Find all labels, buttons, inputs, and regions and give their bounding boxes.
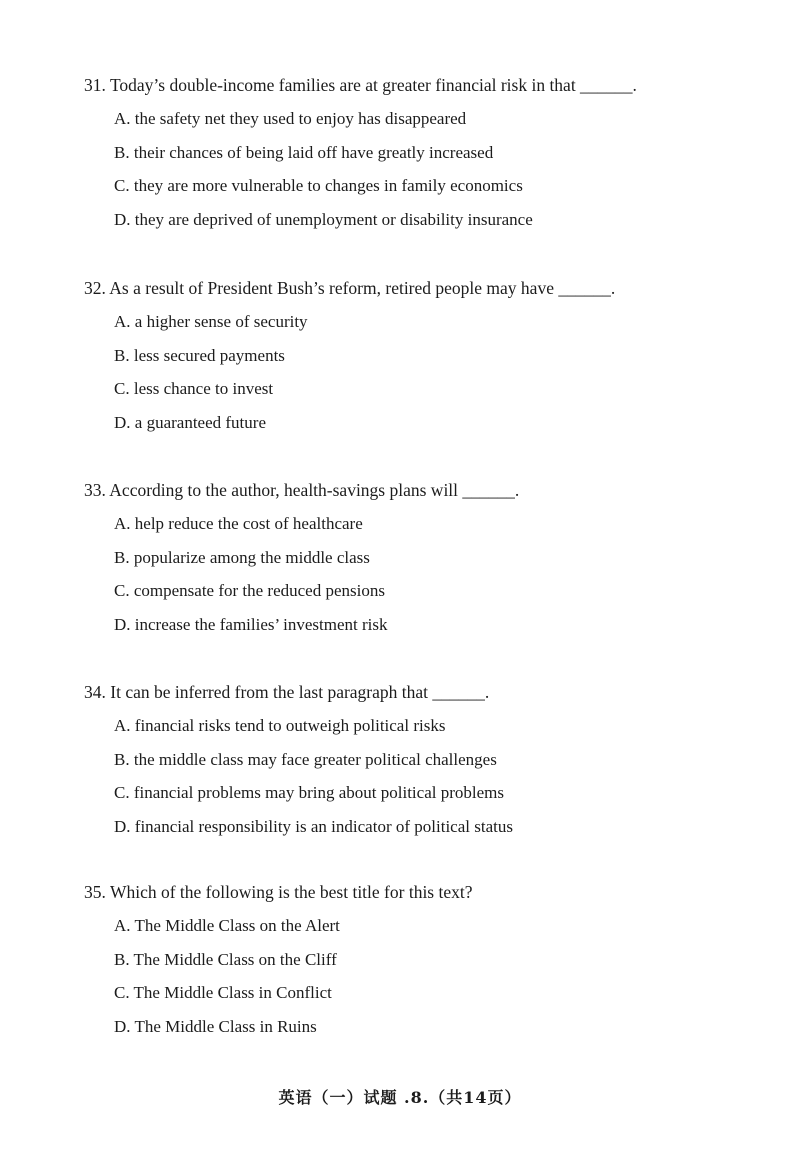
option-text: financial problems may bring about political problems xyxy=(133,783,504,802)
option-text: The Middle Class in Conflict xyxy=(133,983,332,1002)
question-number: 34. xyxy=(84,682,106,702)
option-letter: B. xyxy=(114,142,130,162)
option-text: compensate for the reduced pensions xyxy=(133,581,385,600)
option-d xyxy=(84,1010,764,1044)
option-text: their chances of being laid off have greatly increased xyxy=(133,142,494,162)
option-letter: A. xyxy=(114,716,131,735)
option-text: less secured payments xyxy=(133,345,285,365)
option-letter: A. xyxy=(114,514,131,533)
option-letter: B. xyxy=(114,345,130,365)
option-b xyxy=(84,743,764,777)
option-letter: D. xyxy=(114,1016,131,1036)
option-b xyxy=(84,339,764,373)
question-31 xyxy=(84,68,764,236)
option-letter: B. xyxy=(114,949,130,969)
option-text: The Middle Class on the Alert xyxy=(134,916,340,935)
option-a xyxy=(84,709,764,743)
option-text: less chance to invest xyxy=(133,379,274,398)
question-32 xyxy=(84,271,764,439)
option-letter: D. xyxy=(114,816,131,836)
option-text: The Middle Class in Ruins xyxy=(134,1016,317,1036)
option-text: the middle class may face greater political challenges xyxy=(133,749,497,769)
option-b xyxy=(84,541,764,575)
question-text: According to the author, health-savings plans will ______. xyxy=(109,480,520,500)
option-a xyxy=(84,102,764,136)
option-c xyxy=(84,776,764,810)
option-b xyxy=(84,943,764,977)
question-stem xyxy=(84,675,764,709)
option-a xyxy=(84,909,764,943)
option-text: increase the families’ investment risk xyxy=(134,614,388,634)
option-text: The Middle Class on the Cliff xyxy=(133,949,337,969)
option-a xyxy=(84,305,764,339)
page-footer: 英语（一）试题 .8.（共14页） xyxy=(278,1088,522,1107)
question-text: It can be inferred from the last paragraph that ______. xyxy=(110,682,490,702)
option-text: help reduce the cost of healthcare xyxy=(134,514,363,533)
question-text: Today’s double-income families are at greater financial risk in that ______. xyxy=(109,75,637,95)
option-text: they are deprived of unemployment or disability insurance xyxy=(134,209,533,229)
option-letter: C. xyxy=(114,983,130,1002)
option-letter: A. xyxy=(114,916,131,935)
question-number: 32. xyxy=(84,278,106,298)
question-text: Which of the following is the best title for this text? xyxy=(109,882,473,902)
question-number: 33. xyxy=(84,480,106,500)
option-letter: C. xyxy=(114,783,130,802)
option-c xyxy=(84,372,764,406)
option-d xyxy=(84,608,764,642)
question-stem xyxy=(84,271,764,305)
option-letter: D. xyxy=(114,209,131,229)
option-text: financial responsibility is an indicator of political status xyxy=(134,816,513,836)
option-text: a guaranteed future xyxy=(134,412,266,432)
question-number: 31. xyxy=(84,75,106,95)
option-c xyxy=(84,976,764,1010)
option-letter: C. xyxy=(114,379,130,398)
question-stem xyxy=(84,68,764,102)
option-letter: B. xyxy=(114,547,130,567)
option-letter: D. xyxy=(114,412,131,432)
option-d xyxy=(84,810,764,844)
option-text: they are more vulnerable to changes in family economics xyxy=(133,176,523,195)
option-letter: A. xyxy=(114,109,131,128)
option-c xyxy=(84,169,764,203)
option-d xyxy=(84,203,764,237)
question-text: As a result of President Bush’s reform, retired people may have ______. xyxy=(109,278,616,298)
option-letter: D. xyxy=(114,614,131,634)
question-number: 35. xyxy=(84,882,106,902)
option-letter: B. xyxy=(114,749,130,769)
option-text: popularize among the middle class xyxy=(133,547,370,567)
question-35 xyxy=(84,875,764,1043)
question-33 xyxy=(84,473,764,641)
option-b xyxy=(84,136,764,170)
option-d xyxy=(84,406,764,440)
option-text: a higher sense of security xyxy=(134,312,308,331)
question-stem xyxy=(84,875,764,909)
option-letter: C. xyxy=(114,176,130,195)
option-letter: C. xyxy=(114,581,130,600)
question-34 xyxy=(84,675,764,843)
option-text: financial risks tend to outweigh political risks xyxy=(134,716,446,735)
question-stem xyxy=(84,473,764,507)
option-letter: A. xyxy=(114,312,131,331)
option-text: the safety net they used to enjoy has disappeared xyxy=(134,109,467,128)
option-a xyxy=(84,507,764,541)
option-c xyxy=(84,574,764,608)
